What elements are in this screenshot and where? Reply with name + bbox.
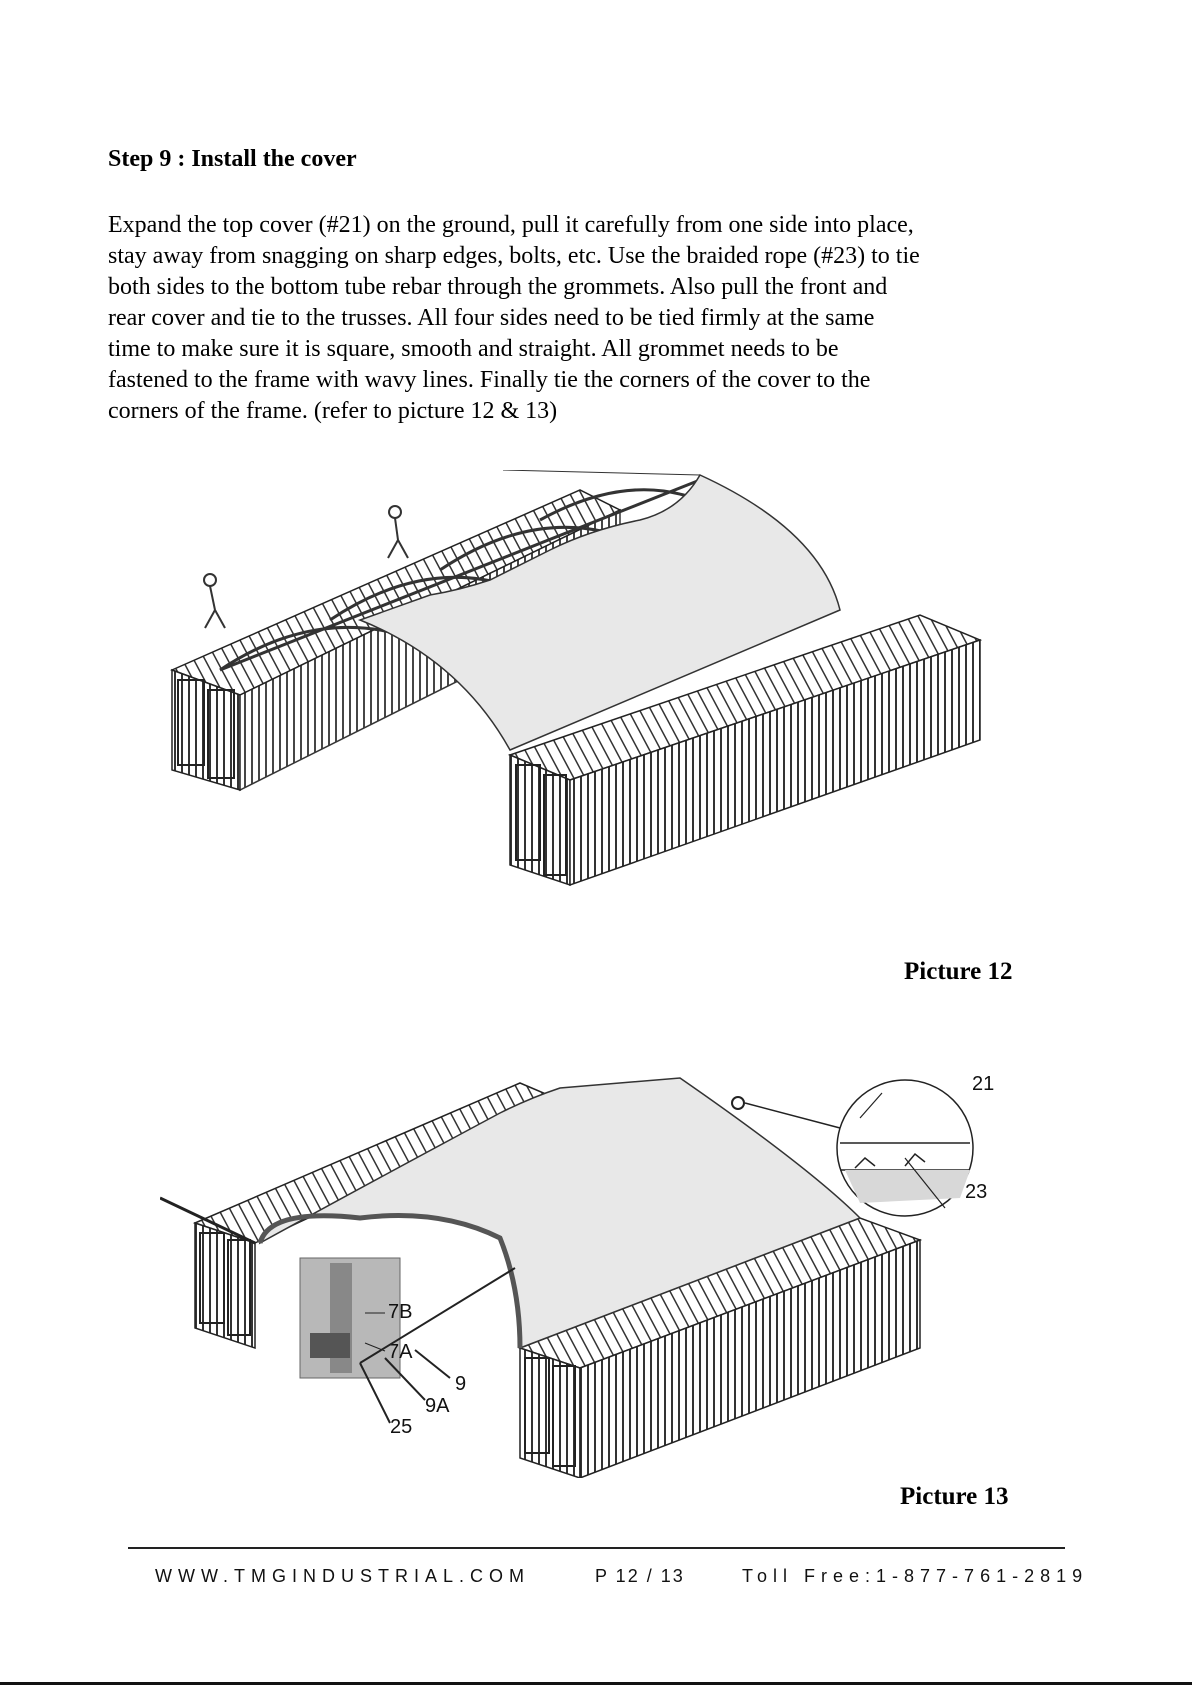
paragraph-line: corners of the frame. (refer to picture 12 & 13) — [108, 398, 558, 424]
paragraph-line: fastened to the frame with wavy lines. Finally tie the corners of the cover to the — [108, 367, 871, 393]
label-9a: 9A — [425, 1395, 450, 1417]
step-heading: Step 9 : Install the cover — [108, 146, 357, 172]
paragraph-line: stay away from snagging on sharp edges, bolts, etc. Use the braided rope (#23) to tie — [108, 243, 920, 269]
footer-website: WWW.TMGINDUSTRIAL.COM — [155, 1566, 530, 1586]
label-7b: 7B — [388, 1301, 413, 1323]
paragraph-line: rear cover and tie to the trusses. All four sides need to be tied firmly at the same — [108, 305, 875, 331]
label-9: 9 — [455, 1373, 467, 1395]
paragraph-line: Expand the top cover (#21) on the ground, pull it carefully from one side into place, — [108, 212, 914, 238]
footer-phone: Toll Free:1-877-761-2819 — [742, 1566, 1089, 1586]
instruction-paragraph — [108, 210, 1048, 427]
picture-13-illustration — [160, 1058, 1000, 1478]
footer-divider — [128, 1547, 1065, 1549]
label-23: 23 — [965, 1181, 988, 1203]
picture-12-illustration — [160, 470, 1000, 960]
label-25: 25 — [390, 1416, 413, 1438]
picture-12-caption: Picture 12 — [904, 958, 1013, 985]
picture-13-caption: Picture 13 — [900, 1483, 1009, 1510]
bracket-photo-inset — [300, 1258, 413, 1378]
grommet-point — [732, 1097, 744, 1109]
paragraph-line: both sides to the bottom tube rebar through the grommets. Also pull the front and — [108, 274, 888, 300]
label-21: 21 — [972, 1073, 995, 1095]
paragraph-line: time to make sure it is square, smooth and straight. All grommet needs to be — [108, 336, 839, 362]
detail-inset — [837, 1073, 994, 1216]
label-7a: 7A — [388, 1341, 413, 1363]
footer-page-number: P 12 / 13 — [595, 1566, 685, 1586]
